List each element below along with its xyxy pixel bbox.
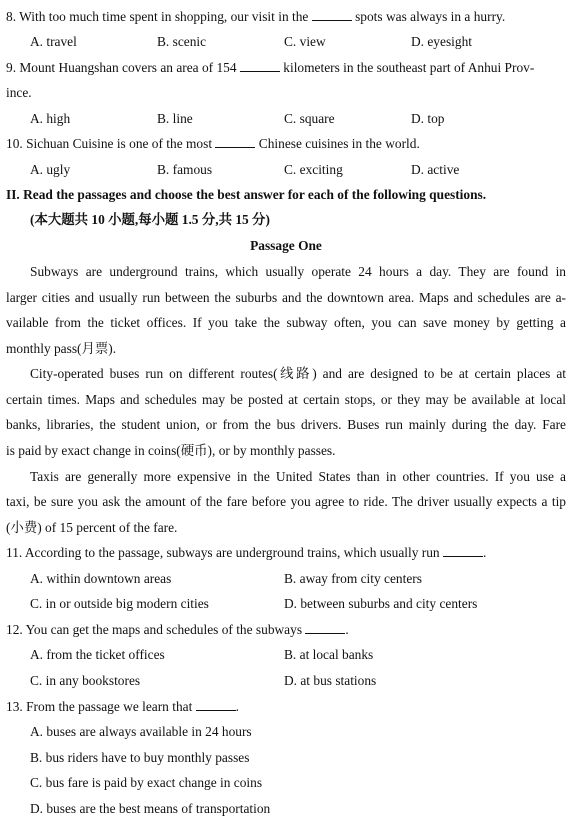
question-9 (6, 59, 566, 77)
question-8-stem: 8. With too much time spent in shopping, our visit in the (6, 9, 309, 24)
question-11 (6, 544, 566, 562)
option-b[interactable]: B. bus riders have to buy monthly passes (30, 750, 250, 765)
option-a[interactable]: A. high (30, 111, 71, 126)
option-d[interactable]: D. active (411, 162, 460, 177)
option-b[interactable]: B. away from city centers (284, 571, 422, 586)
question-12-stem: 12. You can get the maps and schedules of the subways (6, 622, 303, 637)
passage-title: Passage One (250, 238, 322, 253)
option-b[interactable]: B. famous (157, 162, 213, 177)
option-d[interactable]: D. buses are the best means of transportation (30, 801, 271, 816)
option-a[interactable]: A. travel (30, 34, 77, 49)
passage-line: vailable from the ticket offices. If you take the subway often, you can save money by getting a (6, 315, 566, 330)
option-d[interactable]: D. between suburbs and city centers (284, 596, 478, 611)
question-9-options (30, 110, 566, 128)
question-10-stem: 10. Sichuan Cuisine is one of the most (6, 136, 213, 151)
question-9-stem-end: kilometers in the southeast part of Anhui Prov- (283, 60, 535, 75)
option-b[interactable]: B. line (157, 111, 193, 126)
question-10 (6, 135, 566, 153)
question-8-stem-end: spots was always in a hurry. (355, 9, 506, 24)
option-a[interactable]: A. within downtown areas (30, 571, 172, 586)
question-13 (6, 698, 566, 716)
question-9-stem: 9. Mount Huangshan covers an area of 154 (6, 60, 237, 75)
question-12-options-row1 (30, 646, 566, 664)
option-d[interactable]: D. top (411, 111, 445, 126)
option-c[interactable]: C. square (284, 111, 335, 126)
option-c[interactable]: C. view (284, 34, 326, 49)
passage-line: certain times. Maps and schedules may be posted at certain stops, or they may be available at local (6, 392, 566, 407)
option-b[interactable]: B. at local banks (284, 647, 374, 662)
answer-blank (443, 545, 483, 557)
passage-line: Taxis are generally more expensive in the United States than in other countries. If you use a (30, 469, 566, 484)
question-13-stem-end: . (235, 699, 240, 714)
option-c[interactable]: C. bus fare is paid by exact change in coins (30, 775, 263, 790)
passage-line: larger cities and usually run between the suburbs and the downtown area. Maps and schedules are a- (6, 290, 566, 305)
option-b[interactable]: B. scenic (157, 34, 207, 49)
passage-line: monthly pass(月票). (6, 341, 117, 356)
answer-blank (215, 136, 255, 148)
answer-blank (312, 9, 352, 21)
option-d[interactable]: D. at bus stations (284, 673, 377, 688)
question-11-options-row2 (30, 595, 566, 613)
answer-blank (240, 60, 280, 72)
section-heading: II. Read the passages and choose the best answer for each of the following questions. (6, 187, 487, 202)
option-a[interactable]: A. from the ticket offices (30, 647, 165, 662)
option-a[interactable]: A. ugly (30, 162, 71, 177)
passage-line: banks, libraries, the student union, or from the bus drivers. Buses run mainly during the day. Fare (6, 417, 566, 432)
passage-line: (小费) of 15 percent of the fare. (6, 520, 178, 535)
passage-line: Subways are underground trains, which usually operate 24 hours a day. They are found in (30, 264, 566, 279)
question-11-stem-end: . (482, 545, 487, 560)
question-10-options (30, 161, 566, 179)
question-10-stem-end: Chinese cuisines in the world. (258, 136, 420, 151)
question-8-options (30, 33, 566, 51)
question-13-stem: 13. From the passage we learn that (6, 699, 193, 714)
option-c[interactable]: C. exciting (284, 162, 343, 177)
passage-line: taxi, be sure you ask the amount of the fare before you agree to ride. The driver usually expects a tip (6, 494, 566, 509)
passage-line: City-operated buses run on different routes(线路) and are designed to be at certain places at (30, 366, 566, 381)
passage-line: is paid by exact change in coins(硬币), or by monthly passes. (6, 443, 336, 458)
question-12-stem-end: . (345, 622, 349, 637)
answer-blank (305, 622, 345, 634)
question-9-continued: ince. (6, 85, 32, 100)
answer-blank (196, 699, 236, 711)
question-12 (6, 621, 566, 639)
option-c[interactable]: C. in or outside big modern cities (30, 596, 209, 611)
question-11-options-row1 (30, 570, 566, 588)
section-score-note: (本大题共 10 小题,每小题 1.5 分,共 15 分) (30, 212, 270, 227)
option-d[interactable]: D. eyesight (411, 34, 472, 49)
question-8 (6, 8, 566, 26)
option-a[interactable]: A. buses are always available in 24 hours (30, 724, 252, 739)
question-12-options-row2 (30, 672, 566, 690)
question-11-stem: 11. According to the passage, subways are underground trains, which usually run (6, 545, 440, 560)
option-c[interactable]: C. in any bookstores (30, 673, 141, 688)
